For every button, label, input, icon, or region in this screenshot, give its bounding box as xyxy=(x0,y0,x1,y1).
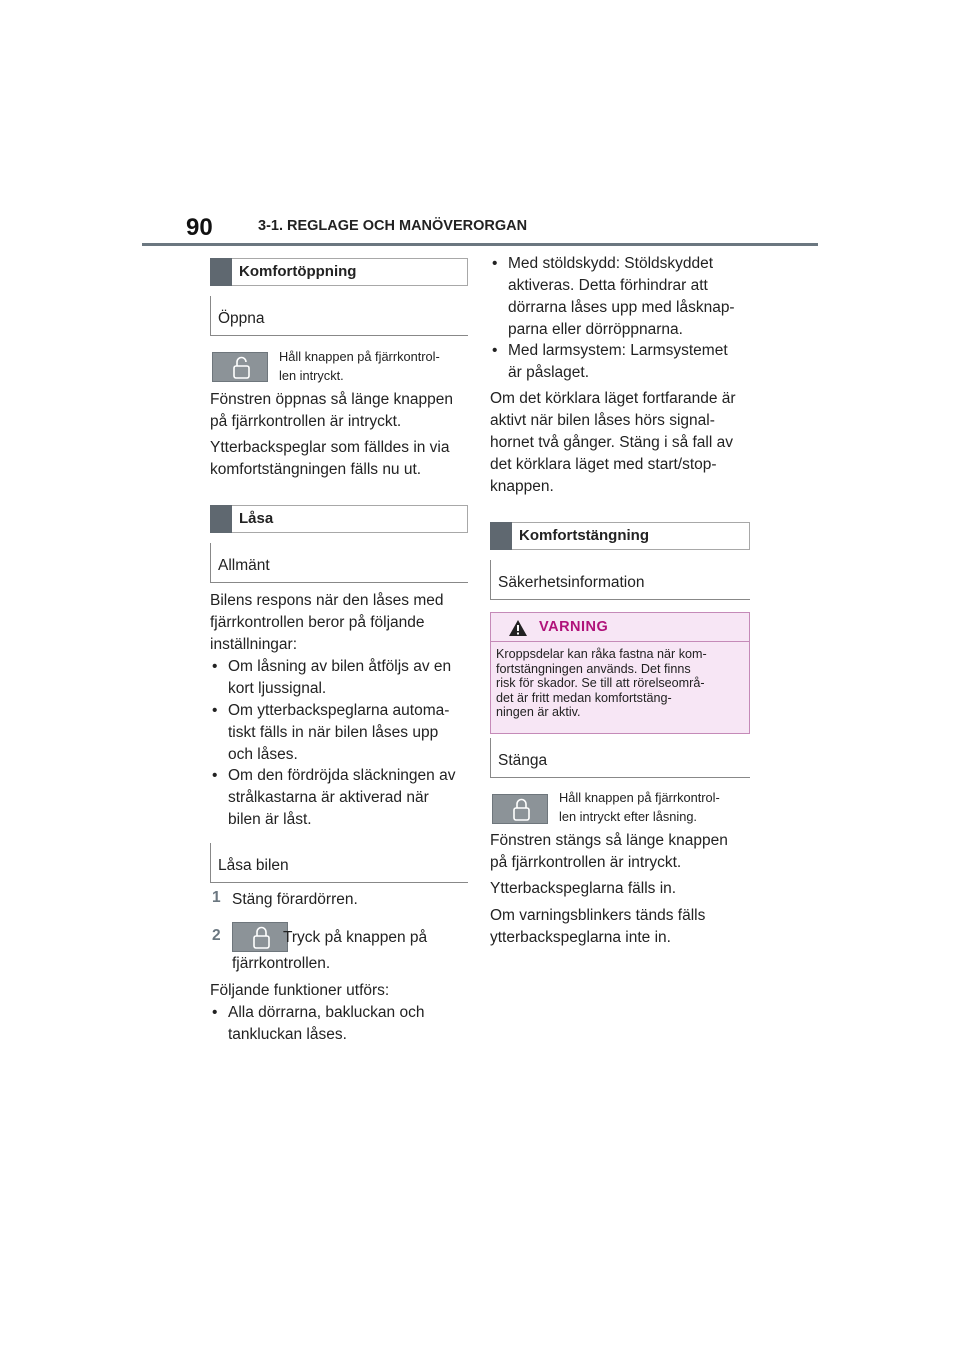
paragraph-varningsblinkers: Om varningsblinkers tänds fälls ytterbackspeglarna inte in. xyxy=(490,907,706,946)
section-komfortstangning xyxy=(490,522,750,550)
warning-text: Kroppsdelar kan råka fastna när kom- fortstängningen används. Det finns risk för skador. Se till att rörelseområ- det är fritt medan komfortstäng- ningen är aktiv. xyxy=(496,647,707,720)
page-number: 90 xyxy=(186,214,213,241)
paragraph-ytterbackspeglarna-falls: Ytterbackspeglarna fälls in. xyxy=(490,880,677,897)
lock-icon xyxy=(492,794,548,824)
step-text: Tryck på knappen på xyxy=(283,929,428,946)
subheading-sakerhetsinformation: Säkerhetsinformation xyxy=(490,560,750,600)
subheading-oppna: Öppna xyxy=(210,296,468,336)
list-item: • Med larmsystem: Larmsystemet är påslaget. xyxy=(492,342,728,381)
subheading-allmant: Allmänt xyxy=(210,543,468,583)
warning-title: VARNING xyxy=(539,619,609,635)
unlock-icon xyxy=(212,352,268,382)
paragraph-bilens-respons: Bilens respons när den låses med fjärrkontrollen beror på följande inställningar: xyxy=(210,592,444,653)
section-komfortoppning xyxy=(210,258,468,286)
section-lasa xyxy=(210,505,468,533)
section-title-komfortstangning: Komfortstängning xyxy=(519,527,649,544)
section-title-lasa: Låsa xyxy=(239,510,274,527)
list-item: • Alla dörrarna, bakluckan och tankluckan låses. xyxy=(212,1004,425,1043)
step-text-cont: fjärrkontrollen. xyxy=(232,955,331,972)
step-number: 2 xyxy=(212,927,221,944)
subheading-lasa-bilen: Låsa bilen xyxy=(210,843,468,883)
hint-stanga: Håll knappen på fjärrkontrol- len intryckt efter låsning. xyxy=(559,790,720,824)
list-item: • Om låsning av bilen åtföljs av en kort ljussignal. xyxy=(212,658,452,697)
paragraph-fonstren-oppnas: Fönstren öppnas så länge knappen på fjärrkontrollen är intryckt. xyxy=(210,391,454,430)
list-item: • Med stöldskydd: Stöldskyddet aktiveras. Detta förhindrar att dörrarna låses upp med låsknap- parna eller dörröppnarna. xyxy=(492,255,735,338)
paragraph-korklara-laget: Om det körklara läget fortfarande är aktivt när bilen låses hörs signal- hornet två gånger. Stäng i så fall av det körklara läget med start/stop- knappen. xyxy=(490,390,736,495)
header-rule xyxy=(142,243,818,246)
section-title-komfortoppning: Komfortöppning xyxy=(239,263,357,280)
paragraph-ytterbackspeglar: Ytterbackspeglar som fälldes in via komfortstängningen fälls nu ut. xyxy=(210,439,450,478)
step-number: 1 xyxy=(212,889,221,906)
section-title: 3-1. REGLAGE OCH MANÖVERORGAN xyxy=(258,218,528,234)
warning-triangle-icon xyxy=(508,619,528,637)
paragraph-fonstren-stangs: Fönstren stängs så länge knappen på fjärrkontrollen är intryckt. xyxy=(490,832,728,871)
warning-box xyxy=(490,612,750,734)
hint-oppna: Håll knappen på fjärrkontrol- len intryckt. xyxy=(279,349,440,383)
step-text: Stäng förardörren. xyxy=(232,891,358,908)
lock-icon xyxy=(232,922,288,952)
list-item: • Om den fördröjda släckningen av strålkastarna är aktiverad när bilen är låst. xyxy=(212,767,456,828)
subheading-stanga: Stänga xyxy=(490,738,750,778)
list-item: • Om ytterbackspeglarna automa- tiskt fälls in när bilen låses upp och låses. xyxy=(212,702,450,763)
paragraph-foljande: Följande funktioner utförs: xyxy=(210,982,390,999)
